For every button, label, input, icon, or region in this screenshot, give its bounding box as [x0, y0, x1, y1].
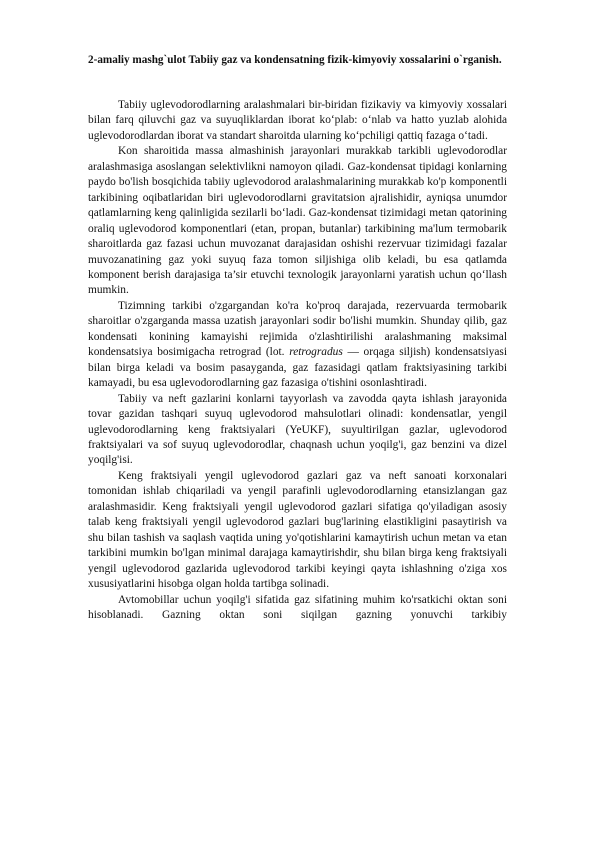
- paragraph: Avtomobillar uchun yoqilg'i sifatida gaz sifatining muhim ko'rsatkichi oktan soni hisoblanadi. Gazning oktan soni siqilgan gazning yonuvchi tarkibiy: [88, 593, 507, 621]
- paragraph: Kon sharoitida massa almashinish jarayonlari murakkab tarkibli uglevodorodlar aralashmasiga asoslangan selektivlikni namoyon qiladi. Gaz-kondensat tipidagi konlarning paydo bo'lish bosqichida tabiiy uglevodorod aralashmalarining murakkab ko'p komponentli tarkibining oqibatlaridan biri uglevodorodlarni gravitatsion ajralishidir, ayniqsa unumdor qatlamlarning keng qalinligida sezilarli bo‘ladi. Gaz-kondensat tizimidagi metan qatorining oraliq uglevodorod komponentlari (etan, propan, butanlar) tarkibining ma'lum termobarik sharoitlarda gaz fazasi uchun muvozanat darajasidan oshishi rezervuar tizimidagi fazalar muvozanatining gaz yoki suyuq faza tomon siljishiga olib keladi, bu esa qatlamda komponent berish darajasiga ta’sir etuvchi texnologik jarayonlarni yaratish uchun qo‘llash mumkin.: [88, 145, 507, 297]
- paragraph: Tabiiy va neft gazlarini konlarni tayyorlash va zavodda qayta ishlash jarayonida tovar gazidan tashqari suyuq uglevodorod mahsulotlari olinadi: kondensatlar, yengil uglevodorodlarning keng fraktsiyalari (YeUKF), suyultirilgan gazlar, uglevodorod fraktsiyalari va sof suyuq uglevodorodlar, chaqnash uchun yoqilg'i, gaz benzini va dizel yoqilg'isi.: [88, 392, 507, 467]
- document-title: 2-amaliy mashg`ulot Tabiiy gaz va kondensatning fizik-kimyoviy xossalarini o`rganish.: [88, 54, 502, 66]
- paragraph: Keng fraktsiyali yengil uglevodorod gazlari gaz va neft sanoati korxonalari tomonidan ishlab chiqariladi va yengil parafinli uglevodorodlarning etansizlangan gaz aralashmasidir. Keng fraktsiyali yengil uglevodorod gazlari sifatiga qo'yiladigan asosiy talab keng fraktsiyali yengil uglevodorod gazlari bug'larining elastikligini pasaytirish va shu bilan tashish va saqlash vaqtida uning yo'qotishlarini kamaytirish uchun metan va etan tarkibini mumkin bo'lgan minimal darajaga kamaytirishdir, shu bilan birga keng fraktsiyali yengil uglevodorod gazlarida uglevodorod tarkibi keyingi qayta ishlashning o'ziga xos xususiyatlarini hisobga olgan holda tartibga solinadi.: [88, 469, 507, 591]
- paragraph: Tizimning tarkibi o'zgargandan ko'ra ko'proq darajada, rezervuarda termobarik sharoitlar o'zgarganda massa uzatish jarayonlari sodir bo'lishi mumkin. Shunday qilib, gaz kondensati konining kamayishi rejimida o'zlashtirilishi aralashmaning maksimal kondensatsiya bosimigacha retrograd (lot. retrogradus — orqaga siljish) kondensatsiyasi bilan birga keladi va bosim pasayganda, gaz fazasidagi qatlam fraktsiyasining tarkibi kamayadi, bu esa uglevodorodlarning gaz fazasiga o'tishini osonlashtiradi.: [88, 299, 508, 390]
- latin-term: retrogradus: [289, 346, 343, 359]
- paragraph: Tabiiy uglevodorodlarning aralashmalari bir-biridan fizikaviy va kimyoviy xossalari bilan farq qiluvchi gaz va suyuqliklardan iborat ko‘plab: o‘nlab va hatto yuzlab alohida uglevodorodlardan iborat va standart sharoitda ularning ko‘pchiligi qattiq fazaga o‘tadi.: [88, 99, 507, 142]
- document-body: [88, 98, 507, 623]
